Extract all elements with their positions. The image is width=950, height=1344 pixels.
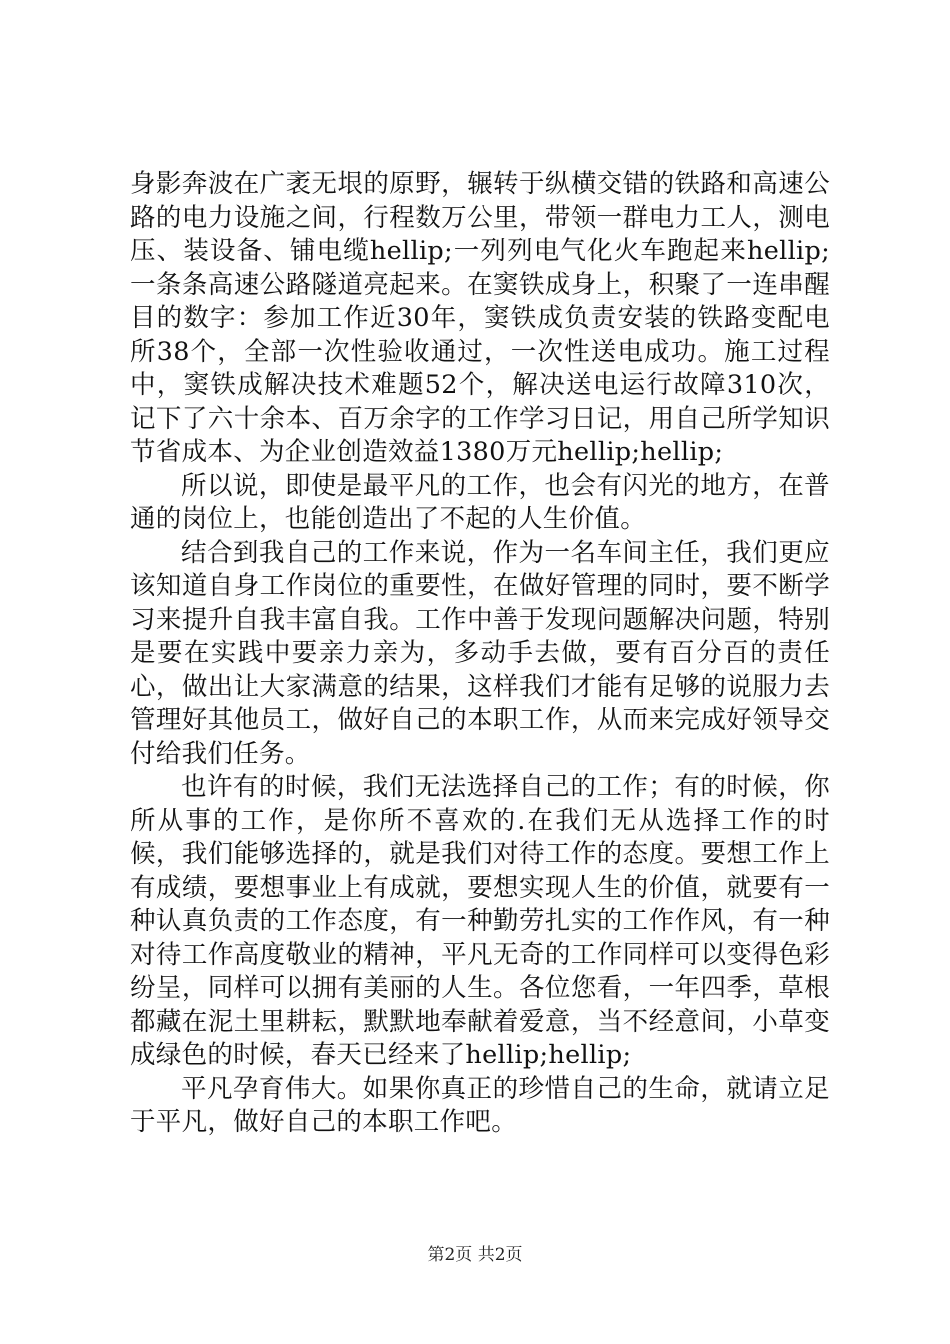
paragraph: 结合到我自己的工作来说，作为一名车间主任，我们更应该知道自身工作岗位的重要性，在做好管理的同时，要不断学习来提升自我丰富自我。工作中善于发现问题解决问题，特别是要在实践中要亲力亲为，多动手去做，要有百分百的责任心，做出让大家满意的结果，这样我们才能有足够的说服力去管理好其他员工，做好自己的本职工作，从而来完成好领导交付给我们任务。 [130, 537, 830, 769]
paragraph: 所以说，即使是最平凡的工作，也会有闪光的地方，在普通的岗位上，也能创造出了不起的人生价值。 [130, 470, 830, 534]
page-number-footer: 第2页 共2页 [427, 1245, 523, 1265]
paragraph: 也许有的时候，我们无法选择自己的工作；有的时候，你所从事的工作，是你所不喜欢的.在我们无从选择工作的时候，我们能够选择的，就是我们对待工作的态度。要想工作上有成绩，要想事业上有成就，要想实现人生的价值，就要有一种认真负责的工作态度，有一种勤劳扎实的工作作风，有一种对待工作高度敬业的精神，平凡无奇的工作同样可以变得色彩纷呈，同样可以拥有美丽的人生。各位您看，一年四季，草根都藏在泥土里耕耘，默默地奉献着爱意，当不经意间，小草变成绿色的时候，春天已经来了hellip;hellip; [130, 772, 830, 1070]
paragraph-continuation: 身影奔波在广袤无垠的原野，辗转于纵横交错的铁路和高速公路的电力设施之间，行程数万公里，带领一群电力工人，测电压、装设备、铺电缆hellip;一列列电气化火车跑起来hellip;一条条高速公路隧道亮起来。在窦铁成身上，积聚了一连串醒目的数字：参加工作近30年，窦铁成负责安装的铁路变配电所38个，全部一次性验收通过，一次性送电成功。施工过程中，窦铁成解决技术难题52个，解决送电运行故障310次，记下了六十余本、百万余字的工作学习日记，用自己所学知识节省成本、为企业创造效益1380万元hellip;hellip; [130, 169, 830, 467]
paragraph: 平凡孕育伟大。如果你真正的珍惜自己的生命，就请立足于平凡，做好自己的本职工作吧。 [130, 1073, 830, 1137]
document-body [130, 168, 830, 1140]
